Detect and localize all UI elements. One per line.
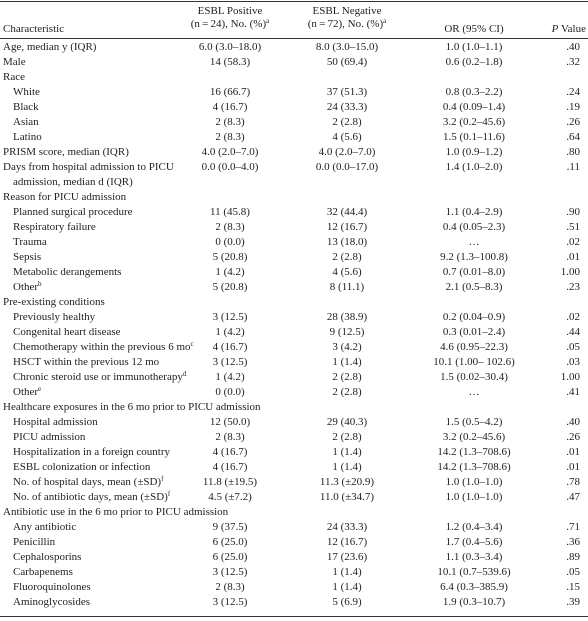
cell-esbl-positive: 9 (37.5) bbox=[212, 521, 248, 533]
header-p-value: P Value bbox=[551, 23, 586, 35]
cell-p-value: .03 bbox=[566, 356, 580, 368]
cell-esbl-negative: 24 (33.3) bbox=[326, 521, 368, 533]
cell-odds-ratio: 1.5 (0.1–11.6) bbox=[443, 131, 505, 143]
cell-p-value: .47 bbox=[566, 491, 580, 503]
cell-p-value: .01 bbox=[566, 446, 580, 458]
table-row bbox=[0, 565, 588, 580]
cell-esbl-positive: 3 (12.5) bbox=[212, 566, 248, 578]
header-characteristic: Characteristic bbox=[3, 23, 65, 35]
header-esbl-negative bbox=[295, 5, 399, 31]
row-label: Sepsis bbox=[13, 251, 42, 263]
cell-p-value: .24 bbox=[566, 86, 580, 98]
cell-odds-ratio: 1.0 (1.0–1.0) bbox=[445, 491, 503, 503]
cell-esbl-negative: 8.0 (3.0–15.0) bbox=[315, 41, 379, 53]
cell-esbl-negative: 28 (38.9) bbox=[326, 311, 368, 323]
footnote-marker: f bbox=[161, 475, 164, 483]
row-label: Days from hospital admission to PICU bbox=[3, 161, 174, 173]
table-row bbox=[0, 430, 588, 445]
cell-p-value: .15 bbox=[566, 581, 580, 593]
cell-esbl-negative: 4 (5.6) bbox=[332, 131, 362, 143]
cell-esbl-positive: 6 (25.0) bbox=[212, 536, 248, 548]
row-label: Aminoglycosides bbox=[13, 596, 90, 608]
cell-odds-ratio: 0.2 (0.04–0.9) bbox=[442, 311, 506, 323]
cell-p-value: 1.00 bbox=[560, 266, 580, 278]
table-row bbox=[0, 400, 588, 415]
row-label: Chemotherapy within the previous 6 $mo^c$ bbox=[13, 340, 194, 353]
table-row bbox=[0, 550, 588, 565]
cell-p-value: .78 bbox=[566, 476, 580, 488]
cell-odds-ratio: 1.1 (0.4–2.9) bbox=[445, 206, 503, 218]
row-label: Carbapenems bbox=[13, 566, 73, 578]
footnote-marker: d bbox=[182, 370, 187, 378]
header-esbl-positive bbox=[180, 5, 280, 31]
cell-p-value: .01 bbox=[566, 251, 580, 263]
cell-p-value: .89 bbox=[566, 551, 580, 563]
table-bottom-rule bbox=[0, 616, 588, 617]
cell-esbl-positive: 0 (0.0) bbox=[215, 386, 245, 398]
cell-esbl-negative: 9 (12.5) bbox=[329, 326, 365, 338]
cell-esbl-positive: 3 (12.5) bbox=[212, 596, 248, 608]
cell-esbl-negative: 2 (2.8) bbox=[332, 251, 362, 263]
row-label: Metabolic derangements bbox=[13, 266, 122, 278]
row-label: Healthcare exposures in the 6 mo prior to PICU admission bbox=[3, 401, 261, 413]
table-row bbox=[0, 100, 588, 115]
cell-p-value: .01 bbox=[566, 461, 580, 473]
cell-p-value: .40 bbox=[566, 416, 580, 428]
cell-odds-ratio: 0.6 (0.2–1.8) bbox=[445, 56, 503, 68]
row-label: Congenital heart disease bbox=[13, 326, 121, 338]
cell-esbl-positive: 2 (8.3) bbox=[215, 431, 245, 443]
cell-esbl-negative: 4.0 (2.0–7.0) bbox=[318, 146, 376, 158]
cell-esbl-positive: 0.0 (0.0–4.0) bbox=[201, 161, 259, 173]
row-label: Reason for PICU admission bbox=[3, 191, 127, 203]
table-row bbox=[0, 340, 588, 355]
header-or: OR (95% CI) bbox=[444, 23, 504, 35]
row-label: No. of antibiotic days, mean $(\pm SD)^f$ bbox=[13, 490, 171, 503]
cell-p-value: 1.00 bbox=[560, 371, 580, 383]
cell-esbl-negative: 2 (2.8) bbox=[332, 386, 362, 398]
table-row bbox=[0, 115, 588, 130]
row-label: Previously healthy bbox=[13, 311, 96, 323]
table-row bbox=[0, 70, 588, 85]
cell-esbl-positive: 4.5 (±7.2) bbox=[208, 491, 252, 503]
cell-odds-ratio: 3.2 (0.2–45.6) bbox=[442, 431, 506, 443]
cell-esbl-negative: 2 (2.8) bbox=[332, 116, 362, 128]
cell-esbl-positive: 14 (58.3) bbox=[209, 56, 251, 68]
row-label: Race bbox=[3, 71, 25, 83]
cell-odds-ratio: 0.7 (0.01–8.0) bbox=[442, 266, 506, 278]
cell-odds-ratio: 3.2 (0.2–45.6) bbox=[442, 116, 506, 128]
table-row bbox=[0, 280, 588, 295]
cell-p-value: .05 bbox=[566, 566, 580, 578]
cell-p-value: .39 bbox=[566, 596, 580, 608]
cell-esbl-negative: 11.0 (±34.7) bbox=[319, 491, 375, 503]
cell-esbl-negative: 11.3 (±20.9) bbox=[319, 476, 375, 488]
row-label: PRISM score, median (IQR) bbox=[3, 146, 129, 158]
cell-esbl-positive: 11.8 (±19.5) bbox=[202, 476, 258, 488]
cell-esbl-negative: 1 (1.4) bbox=[332, 461, 362, 473]
cell-esbl-negative: 37 (51.3) bbox=[326, 86, 368, 98]
cell-esbl-negative: 2 (2.8) bbox=[332, 431, 362, 443]
cell-odds-ratio: 1.5 (0.02–30.4) bbox=[440, 371, 508, 383]
cell-odds-ratio: … bbox=[468, 236, 480, 248]
cell-esbl-negative: 32 (44.4) bbox=[326, 206, 368, 218]
cell-odds-ratio: 1.4 (1.0–2.0) bbox=[445, 161, 503, 173]
cell-esbl-positive: 5 (20.8) bbox=[212, 281, 248, 293]
cell-odds-ratio: 0.3 (0.01–2.4) bbox=[442, 326, 506, 338]
cell-odds-ratio: 9.2 (1.3–100.8) bbox=[440, 251, 508, 263]
cell-p-value: .19 bbox=[566, 101, 580, 113]
row-label: Antibiotic use in the 6 mo prior to PICU admission bbox=[3, 506, 229, 518]
cell-p-value: .02 bbox=[566, 311, 580, 323]
cell-esbl-negative: 13 (18.0) bbox=[326, 236, 368, 248]
row-label: Cephalosporins bbox=[13, 551, 82, 563]
table-row bbox=[0, 145, 588, 160]
cell-esbl-positive: 6 (25.0) bbox=[212, 551, 248, 563]
cell-esbl-positive: 3 (12.5) bbox=[212, 356, 248, 368]
table-row bbox=[0, 490, 588, 505]
cell-odds-ratio: 10.1 (0.7–539.6) bbox=[437, 566, 511, 578]
cell-p-value: .02 bbox=[566, 236, 580, 248]
table-row bbox=[0, 325, 588, 340]
cell-esbl-positive: 2 (8.3) bbox=[215, 221, 245, 233]
cell-odds-ratio: 1.2 (0.4–3.4) bbox=[445, 521, 503, 533]
cell-odds-ratio: 14.2 (1.3–708.6) bbox=[437, 446, 511, 458]
cell-p-value: .80 bbox=[566, 146, 580, 158]
cell-esbl-negative: 1 (1.4) bbox=[332, 356, 362, 368]
cell-p-value: .32 bbox=[566, 56, 580, 68]
cell-esbl-positive: 4 (16.7) bbox=[212, 341, 248, 353]
cell-odds-ratio: 0.8 (0.3–2.2) bbox=[445, 86, 503, 98]
cell-odds-ratio: 1.9 (0.3–10.7) bbox=[442, 596, 506, 608]
table-row bbox=[0, 355, 588, 370]
table-row bbox=[0, 520, 588, 535]
table-row bbox=[0, 235, 588, 250]
cell-p-value: .11 bbox=[566, 161, 580, 173]
cell-esbl-negative: 50 (69.4) bbox=[326, 56, 368, 68]
table-row bbox=[0, 475, 588, 490]
cell-esbl-positive: 1 (4.2) bbox=[215, 326, 245, 338]
row-label: Hospital admission bbox=[13, 416, 98, 428]
row-label: Pre-existing conditions bbox=[3, 296, 105, 308]
cell-p-value: .90 bbox=[566, 206, 580, 218]
cell-odds-ratio: 4.6 (0.95–22.3) bbox=[440, 341, 508, 353]
cell-esbl-negative: 5 (6.9) bbox=[332, 596, 362, 608]
footnote-marker: e bbox=[38, 385, 42, 393]
cell-esbl-positive: 16 (66.7) bbox=[209, 86, 251, 98]
header-esbl-negative-line2: (n = 72), No. (%)$^a$ bbox=[307, 17, 387, 30]
table-row bbox=[0, 415, 588, 430]
table-row bbox=[0, 580, 588, 595]
table-row bbox=[0, 40, 588, 55]
cell-esbl-negative: 4 (5.6) bbox=[332, 266, 362, 278]
row-label: Penicillin bbox=[13, 536, 56, 548]
cell-esbl-negative: 3 (4.2) bbox=[332, 341, 362, 353]
cell-odds-ratio: … bbox=[468, 386, 480, 398]
footnote-marker: f bbox=[167, 490, 171, 498]
cell-odds-ratio: 6.4 (0.3–385.9) bbox=[440, 581, 508, 593]
row-label: Fluoroquinolones bbox=[13, 581, 91, 593]
cell-p-value: .44 bbox=[566, 326, 580, 338]
cell-esbl-negative: 17 (23.6) bbox=[326, 551, 368, 563]
cell-esbl-negative: 1 (1.4) bbox=[332, 566, 362, 578]
row-label: Age, median y (IQR) bbox=[3, 41, 97, 53]
cell-esbl-positive: 4 (16.7) bbox=[212, 101, 248, 113]
row-label: Respiratory failure bbox=[13, 221, 96, 233]
cell-esbl-negative: 12 (16.7) bbox=[326, 536, 368, 548]
header-rule bbox=[0, 38, 588, 39]
table-top-rule bbox=[0, 1, 588, 2]
row-label: Hospitalization in a foreign country bbox=[13, 446, 171, 458]
cell-p-value: .05 bbox=[566, 341, 580, 353]
table-row bbox=[0, 205, 588, 220]
cell-esbl-negative: 0.0 (0.0–17.0) bbox=[315, 161, 379, 173]
row-label: White bbox=[13, 86, 40, 98]
footnote-marker: c bbox=[190, 340, 194, 348]
cell-p-value: .36 bbox=[566, 536, 580, 548]
table-row bbox=[0, 310, 588, 325]
header-esbl-positive-line2: (n = 24), No. (%)$^a$ bbox=[190, 17, 270, 30]
row-label: HSCT within the previous 12 mo bbox=[13, 356, 160, 368]
table-row bbox=[0, 595, 588, 610]
table-row bbox=[0, 445, 588, 460]
cell-odds-ratio: 1.0 (1.0–1.0) bbox=[445, 476, 503, 488]
table-row bbox=[0, 505, 588, 520]
cell-esbl-negative: 12 (16.7) bbox=[326, 221, 368, 233]
row-label: Black bbox=[13, 101, 39, 113]
cell-p-value: .40 bbox=[566, 41, 580, 53]
cell-p-value: .64 bbox=[566, 131, 580, 143]
table-row bbox=[0, 535, 588, 550]
row-label: No. of hospital days, mean $(\pm SD)^f$ bbox=[13, 475, 164, 488]
row-label: Trauma bbox=[13, 236, 47, 248]
cell-esbl-positive: 4 (16.7) bbox=[212, 446, 248, 458]
table-row bbox=[0, 190, 588, 205]
header-esbl-positive-line1: ESBL Positive bbox=[197, 5, 263, 17]
cell-p-value: .26 bbox=[566, 116, 580, 128]
cell-odds-ratio: 1.7 (0.4–5.6) bbox=[445, 536, 503, 548]
cell-esbl-negative: 8 (11.1) bbox=[329, 281, 365, 293]
table-row bbox=[0, 175, 588, 190]
table-row bbox=[0, 55, 588, 70]
cell-esbl-positive: 2 (8.3) bbox=[215, 131, 245, 143]
table-row bbox=[0, 370, 588, 385]
row-label: Male bbox=[3, 56, 26, 68]
cell-odds-ratio: 14.2 (1.3–708.6) bbox=[437, 461, 511, 473]
row-label: Other$^b$ bbox=[13, 280, 42, 293]
table-row bbox=[0, 160, 588, 175]
row-label: Other$^e$ bbox=[13, 385, 42, 398]
cell-esbl-positive: 12 (50.0) bbox=[209, 416, 251, 428]
cell-esbl-positive: 3 (12.5) bbox=[212, 311, 248, 323]
row-label: PICU admission bbox=[13, 431, 86, 443]
cell-esbl-negative: 24 (33.3) bbox=[326, 101, 368, 113]
table-row bbox=[0, 460, 588, 475]
cell-esbl-positive: 1 (4.2) bbox=[215, 266, 245, 278]
cell-odds-ratio: 1.0 (0.9–1.2) bbox=[445, 146, 503, 158]
cell-odds-ratio: 2.1 (0.5–8.3) bbox=[445, 281, 503, 293]
table-row bbox=[0, 265, 588, 280]
cell-odds-ratio: 0.4 (0.05–2.3) bbox=[442, 221, 506, 233]
cell-esbl-positive: 0 (0.0) bbox=[215, 236, 245, 248]
cell-esbl-negative: 29 (40.3) bbox=[326, 416, 368, 428]
cell-esbl-positive: 5 (20.8) bbox=[212, 251, 248, 263]
table-row bbox=[0, 385, 588, 400]
table-row bbox=[0, 295, 588, 310]
cell-esbl-negative: 2 (2.8) bbox=[332, 371, 362, 383]
cell-esbl-positive: 1 (4.2) bbox=[215, 371, 245, 383]
cell-esbl-negative: 1 (1.4) bbox=[332, 446, 362, 458]
cell-p-value: .51 bbox=[566, 221, 580, 233]
row-label: Asian bbox=[13, 116, 39, 128]
cell-p-value: .23 bbox=[566, 281, 580, 293]
table-row bbox=[0, 130, 588, 145]
cell-odds-ratio: 1.1 (0.3–3.4) bbox=[445, 551, 503, 563]
cell-esbl-negative: 1 (1.4) bbox=[332, 581, 362, 593]
row-label: admission, median d (IQR) bbox=[13, 176, 133, 188]
table-row bbox=[0, 220, 588, 235]
row-label: Planned surgical procedure bbox=[13, 206, 133, 218]
cell-odds-ratio: 1.0 (1.0–1.1) bbox=[445, 41, 503, 53]
row-label: Any antibiotic bbox=[13, 521, 77, 533]
cell-odds-ratio: 1.5 (0.5–4.2) bbox=[445, 416, 503, 428]
cell-esbl-positive: 2 (8.3) bbox=[215, 116, 245, 128]
cell-odds-ratio: 10.1 (1.00– 102.6) bbox=[433, 356, 515, 368]
footnote-marker: b bbox=[38, 280, 42, 288]
row-label: Latino bbox=[13, 131, 42, 143]
cell-esbl-positive: 6.0 (3.0–18.0) bbox=[198, 41, 262, 53]
cell-p-value: .41 bbox=[566, 386, 580, 398]
table-row bbox=[0, 85, 588, 100]
table-row bbox=[0, 250, 588, 265]
cell-p-value: .26 bbox=[566, 431, 580, 443]
cell-odds-ratio: 0.4 (0.09–1.4) bbox=[442, 101, 506, 113]
row-label: Chronic steroid use or immunotherapy$^d$ bbox=[13, 370, 187, 383]
header-esbl-negative-line1: ESBL Negative bbox=[312, 5, 382, 17]
cell-esbl-positive: 11 (45.8) bbox=[210, 206, 250, 218]
row-label: ESBL colonization or infection bbox=[13, 461, 151, 473]
cell-esbl-positive: 2 (8.3) bbox=[215, 581, 245, 593]
cell-p-value: .71 bbox=[566, 521, 580, 533]
cell-esbl-positive: 4 (16.7) bbox=[212, 461, 248, 473]
cell-esbl-positive: 4.0 (2.0–7.0) bbox=[201, 146, 259, 158]
